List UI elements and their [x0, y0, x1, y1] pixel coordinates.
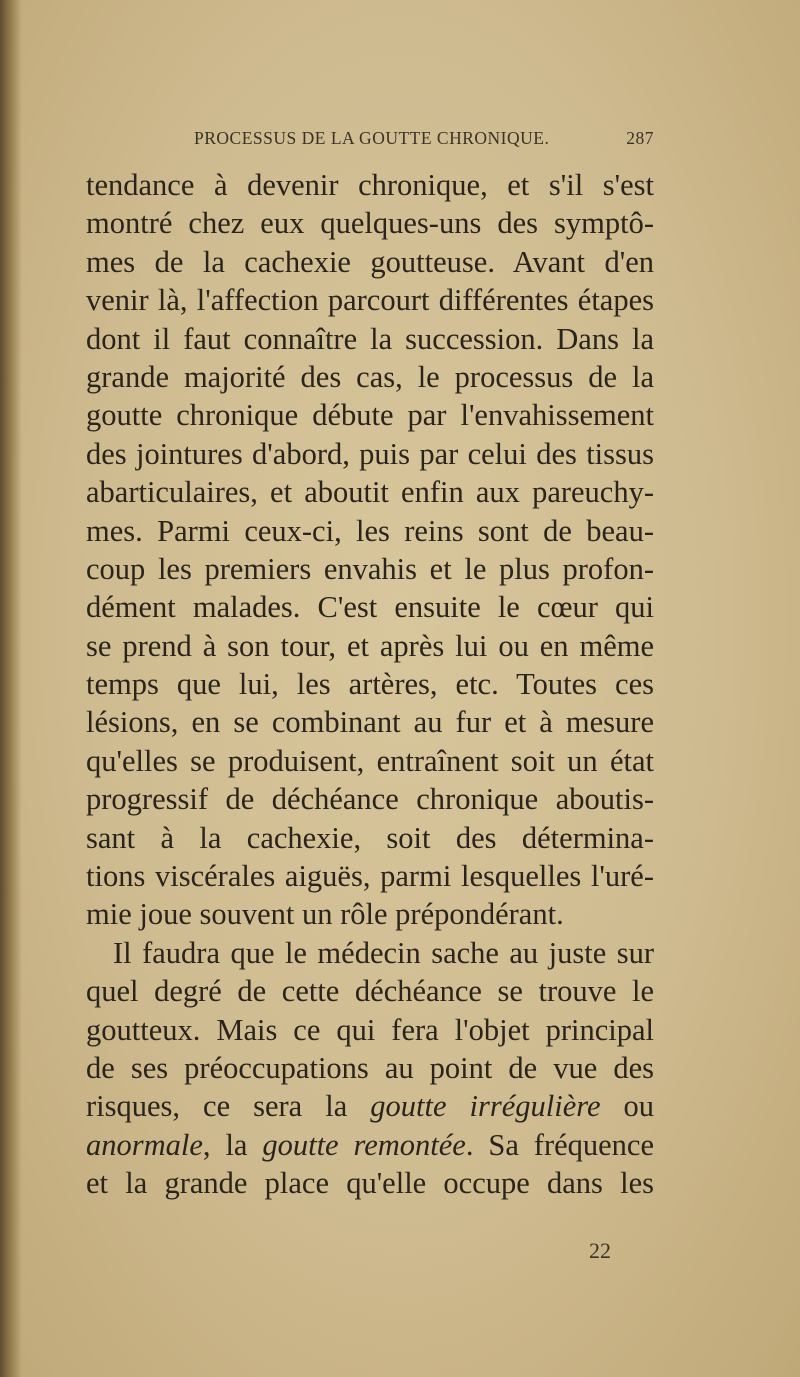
body-text — [86, 166, 654, 1203]
text-line: mie joue souvent un rôle prépondérant. — [86, 897, 564, 932]
text-run: risques, ce sera la — [86, 1089, 371, 1124]
text-line: abarticulaires, et aboutit enfin aux pareuchy- — [86, 475, 654, 510]
italic-term: goutte remontée — [262, 1127, 466, 1162]
text-line: tendance à devenir chronique, et s'il s'est — [86, 168, 654, 202]
text-line: des jointures d'abord, puis par celui des tissus — [86, 436, 654, 471]
text-line: de ses préoccupations au point de vue des — [86, 1050, 654, 1085]
text-line: grande majorité des cas, le processus de la — [86, 359, 654, 394]
running-title: PROCESSUS DE LA GOUTTE CHRONIQUE. — [194, 128, 550, 148]
text-line: dément malades. C'est ensuite le cœur qui — [86, 590, 654, 625]
text-run: . Sa fréquence — [465, 1127, 654, 1162]
text-line: qu'elles se produisent, entraînent soit un état — [86, 743, 654, 778]
signature-mark: 22 — [589, 1238, 611, 1263]
page-binding-edge — [0, 0, 22, 1377]
text-line: venir là, l'affection parcourt différentes étapes — [86, 283, 654, 318]
paragraph-2 — [86, 934, 654, 1203]
text-line: temps que lui, les artères, etc. Toutes ces — [86, 667, 654, 702]
page-number: 287 — [626, 128, 654, 148]
text-line: Il faudra que le médecin sache au juste sur — [113, 935, 654, 970]
text-line: dont il faut connaître la succession. Dans la — [86, 321, 654, 356]
text-line: progressif de déchéance chronique aboutis- — [86, 782, 654, 817]
italic-term: goutte irrégulière — [370, 1089, 601, 1124]
text-line: mes. Parmi ceux-ci, les reins sont de beau- — [86, 513, 654, 548]
text-run: , la — [202, 1127, 263, 1162]
text-line: se prend à son tour, et après lui ou en même — [86, 628, 654, 663]
italic-term: anormale — [86, 1127, 203, 1162]
text-run: ou — [600, 1089, 655, 1124]
text-line: goutteux. Mais ce qui fera l'objet principal — [86, 1012, 654, 1047]
text-line — [86, 1126, 654, 1164]
text-line: coup les premiers envahis et le plus profon- — [86, 551, 654, 586]
text-line: sant à la cachexie, soit des détermina- — [86, 820, 654, 855]
paragraph-1 — [86, 166, 654, 934]
text-line: quel degré de cette déchéance se trouve le — [86, 974, 654, 1009]
text-line: goutte chronique débute par l'envahissement — [86, 398, 654, 433]
text-line: lésions, en se combinant au fur et à mesure — [86, 705, 654, 740]
text-line: tions viscérales aiguës, parmi lesquelles l'uré- — [86, 859, 654, 894]
text-line: montré chez eux quelques-uns des symptô- — [86, 206, 654, 241]
text-line: et la grande place qu'elle occupe dans les — [86, 1166, 654, 1201]
text-line: mes de la cachexie goutteuse. Avant d'en — [86, 244, 654, 279]
text-line — [86, 1087, 654, 1125]
